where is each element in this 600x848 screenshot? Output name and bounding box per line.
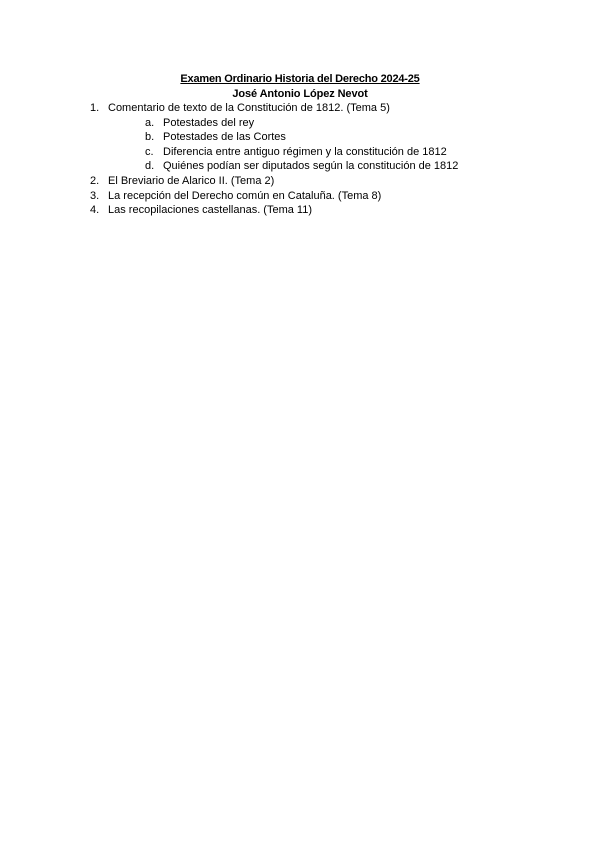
question-number: 4. [90,204,100,217]
question-text: La recepción del Derecho común en Cataluña. (Tema 8) [108,189,382,202]
question-text: Comentario de texto de la Constitución de 1812. (Tema 5) [108,102,390,114]
title-block [0,72,600,101]
sub-question-text: Quiénes podían ser diputados según la constitución de 1812 [163,160,459,173]
author-name: José Antonio López Nevot [232,87,368,100]
sub-question-text: Diferencia entre antiguo régimen y la constitución de 1812 [163,145,447,158]
sub-question-text: Potestades del rey [163,116,255,129]
sub-question-item-b [108,130,458,145]
question-number: 3. [90,189,100,202]
sub-question-list [108,116,458,174]
question-item-2 [90,174,458,189]
sub-question-letter: d. [145,160,155,173]
question-text: Las recopilaciones castellanas. (Tema 11) [108,204,313,217]
sub-question-text: Potestades de las Cortes [163,131,286,144]
question-list [90,101,458,218]
exam-title: Examen Ordinario Historia del Derecho 2024-25 [180,73,420,85]
question-number: 1. [90,102,100,114]
sub-question-item-c [108,145,458,160]
question-item-3 [90,189,458,204]
question-item-4 [90,203,458,218]
sub-question-letter: a. [145,116,155,129]
sub-question-letter: b. [145,131,155,144]
question-number: 2. [90,174,100,187]
question-text: El Breviario de Alarico II. (Tema 2) [108,174,275,187]
sub-question-item-a [108,116,458,131]
sub-question-item-d [108,159,458,174]
sub-question-letter: c. [145,145,154,158]
question-item-1 [90,101,458,174]
